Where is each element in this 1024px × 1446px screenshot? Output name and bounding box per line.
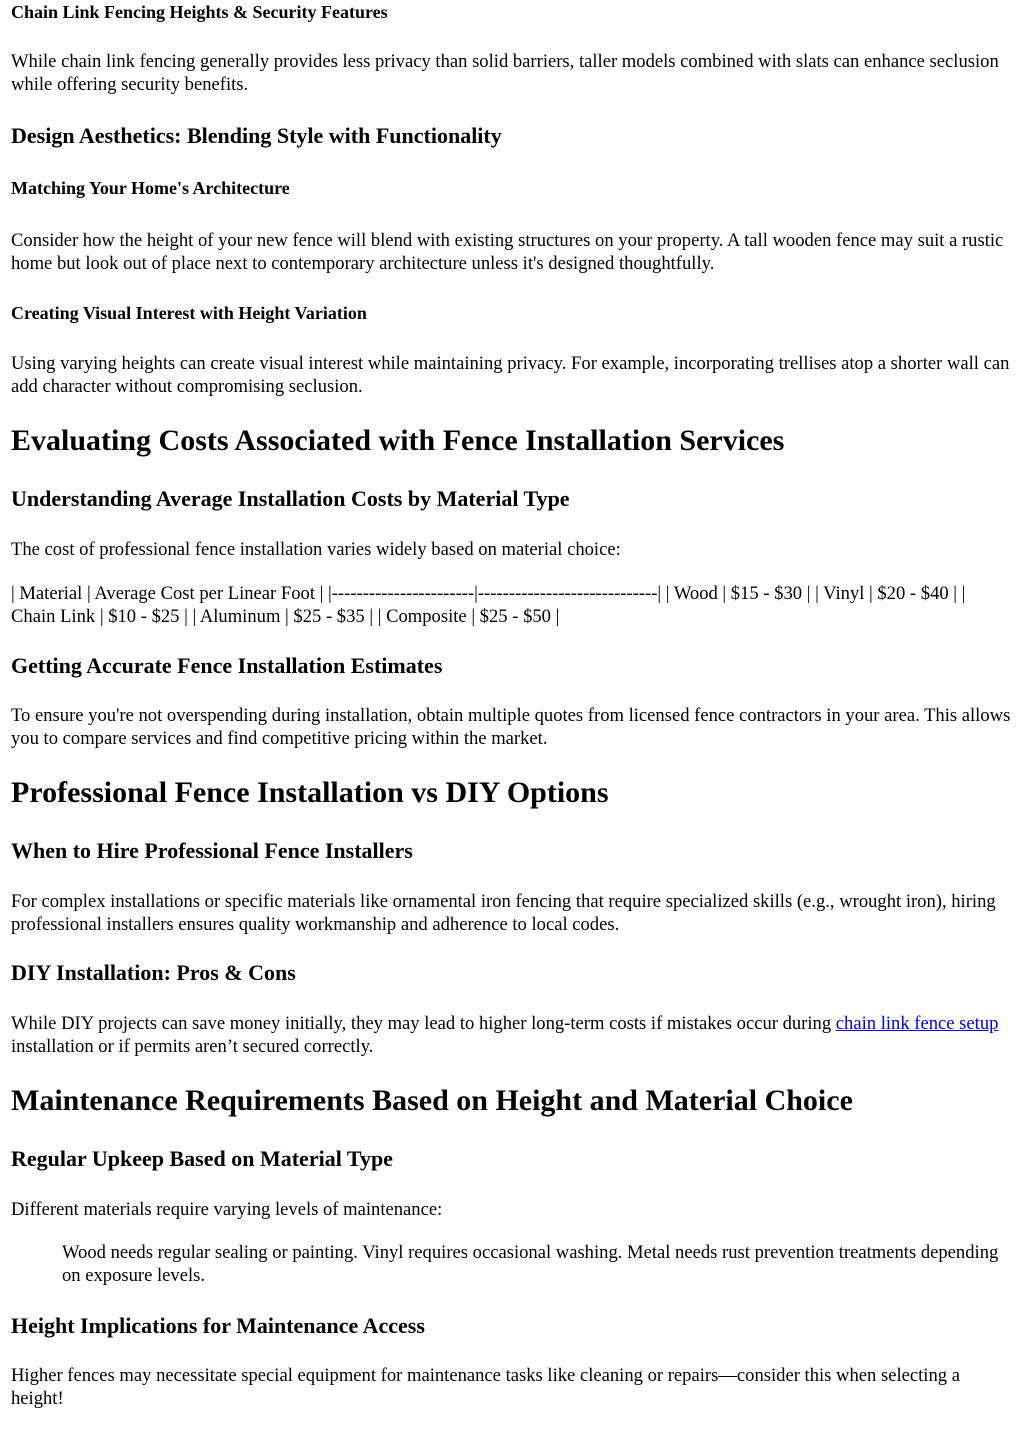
matching-architecture-paragraph: Consider how the height of your new fence will blend with existing structures on your property. A tall wooden fence may suit a rustic home but look out of place next to contemporary architecture unless it's designed thoughtfully.	[11, 230, 1004, 274]
maintenance-access-paragraph: Higher fences may necessitate special equipment for maintenance tasks like cleaning or repairs—consider this when selecting a height!	[11, 1365, 960, 1409]
chain-link-heading: Chain Link Fencing Heights & Security Features	[11, 2, 388, 22]
evaluating-costs-heading: Evaluating Costs Associated with Fence Installation Services	[11, 424, 785, 457]
average-costs-paragraph: The cost of professional fence installation varies widely based on material choice:	[11, 539, 621, 560]
diy-text-after: installation or if permits aren’t secured correctly.	[11, 1036, 374, 1057]
maintenance-access-heading: Height Implications for Maintenance Access	[11, 1313, 425, 1338]
maintenance-heading: Maintenance Requirements Based on Height and Material Choice	[11, 1084, 853, 1117]
diy-text-before: While DIY projects can save money initially, they may lead to higher long-term costs if mistakes occur during	[11, 1013, 836, 1034]
chain-link-fence-setup-link[interactable]: chain link fence setup	[835, 1013, 999, 1034]
design-aesthetics-heading: Design Aesthetics: Blending Style with Functionality	[11, 123, 502, 148]
average-costs-heading: Understanding Average Installation Costs by Material Type	[11, 486, 570, 511]
upkeep-heading: Regular Upkeep Based on Material Type	[11, 1146, 393, 1171]
diy-pros-cons-heading: DIY Installation: Pros & Cons	[11, 960, 296, 985]
visual-interest-heading: Creating Visual Interest with Height Variation	[11, 303, 367, 323]
chain-link-paragraph: While chain link fencing generally provides less privacy than solid barriers, taller models combined with slats can enhance seclusion while offering security benefits.	[11, 51, 999, 95]
upkeep-quote: Wood needs regular sealing or painting. Vinyl requires occasional washing. Metal needs rust prevention treatments depending on exposure levels.	[62, 1242, 999, 1286]
visual-interest-paragraph: Using varying heights can create visual interest while maintaining privacy. For example, incorporating trellises atop a shorter wall can add character without compromising seclusion.	[11, 353, 1010, 397]
matching-architecture-heading: Matching Your Home's Architecture	[11, 178, 290, 198]
hire-professionals-heading: When to Hire Professional Fence Installers	[11, 838, 413, 863]
pro-vs-diy-heading: Professional Fence Installation vs DIY Options	[11, 776, 609, 809]
diy-paragraph	[11, 1012, 1012, 1058]
hire-professionals-paragraph: For complex installations or specific materials like ornamental iron fencing that require specialized skills (e.g., wrought iron), hiring professional installers ensures quality workmanship and adherence to local codes.	[11, 891, 996, 935]
estimates-heading: Getting Accurate Fence Installation Estimates	[11, 653, 443, 678]
estimates-paragraph: To ensure you're not overspending during installation, obtain multiple quotes from licensed fence contractors in your area. This allows you to compare services and find competitive pricing within the market.	[11, 705, 1011, 749]
cost-table-text: | Material | Average Cost per Linear Foot | |-----------------------|-----------------------------| | Wood | $15 - $30 | | Vinyl | $20 - $40 | | Chain Link | $10 - $25 | | Aluminum | $25 - $35 | | Composite | $25 - $50 |	[11, 583, 966, 627]
upkeep-paragraph: Different materials require varying levels of maintenance:	[11, 1199, 443, 1220]
